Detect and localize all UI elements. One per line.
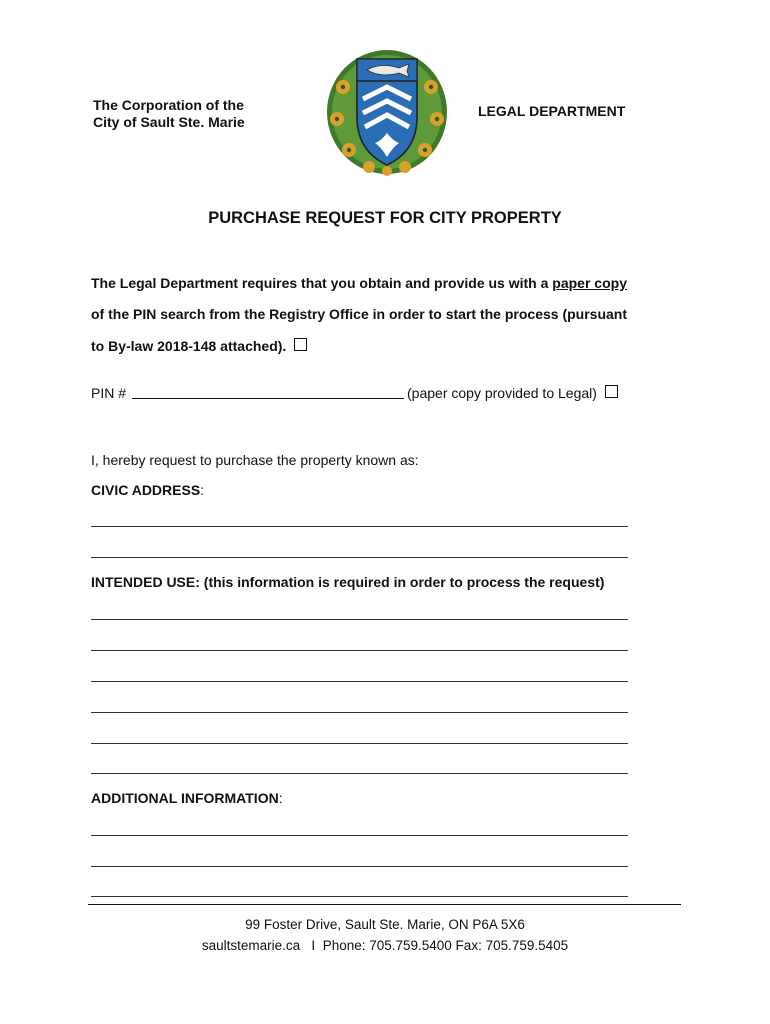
- intended-use-heading: [91, 574, 604, 590]
- organization-line-1: The Corporation of the: [93, 97, 244, 113]
- intended-use-line-6[interactable]: [91, 773, 628, 774]
- intro-line-3-text: to By-law 2018-148 attached).: [91, 338, 287, 354]
- intended-use-suffix: : (this information is required in order to process the request): [195, 574, 605, 590]
- organization-line-2: City of Sault Ste. Marie: [93, 114, 245, 130]
- additional-info-suffix: :: [278, 790, 283, 806]
- civic-address-label: CIVIC ADDRESS: [91, 482, 201, 498]
- department-name: LEGAL DEPARTMENT: [478, 103, 626, 119]
- intended-use-label: INTENDED USE: [91, 574, 196, 590]
- pin-note: (paper copy provided to Legal): [407, 385, 597, 401]
- intro-line-1: [91, 275, 627, 291]
- pin-search-checkbox[interactable]: [294, 338, 307, 351]
- footer-address: 99 Foster Drive, Sault Ste. Marie, ON P6A 5X6: [245, 917, 525, 932]
- pin-row: [91, 385, 618, 401]
- intended-use-line-4[interactable]: [91, 712, 628, 713]
- intro-line-1-text: The Legal Department requires that you obtain and provide us with a: [91, 275, 553, 291]
- pin-label: PIN #: [91, 385, 127, 401]
- pin-input[interactable]: [132, 386, 404, 399]
- intended-use-line-2[interactable]: [91, 650, 628, 651]
- paper-copy-emphasis: paper copy: [552, 275, 627, 291]
- page-title: PURCHASE REQUEST FOR CITY PROPERTY: [208, 209, 562, 227]
- intended-use-line-5[interactable]: [91, 743, 628, 744]
- additional-info-line-1[interactable]: [91, 835, 628, 836]
- footer-separator: I: [311, 938, 316, 953]
- additional-info-heading: [91, 790, 283, 806]
- intro-line-2: of the PIN search from the Registry Office in order to start the process (pursuant: [91, 306, 627, 322]
- footer-website: saultstemarie.ca: [201, 938, 301, 953]
- additional-info-line-3[interactable]: [91, 896, 628, 897]
- additional-info-line-2[interactable]: [91, 866, 628, 867]
- additional-info-label: ADDITIONAL INFORMATION: [91, 790, 279, 806]
- footer-phone-fax: Phone: 705.759.5400 Fax: 705.759.5405: [322, 938, 569, 953]
- request-statement: I, hereby request to purchase the property known as:: [91, 452, 419, 468]
- civic-address-heading: [91, 482, 204, 498]
- footer-contact: [0, 938, 770, 953]
- intended-use-line-3[interactable]: [91, 681, 628, 682]
- paper-copy-checkbox[interactable]: [605, 385, 618, 398]
- intro-line-3: [91, 338, 307, 354]
- footer-divider: [88, 904, 681, 905]
- civic-address-line-2[interactable]: [91, 557, 628, 558]
- civic-address-suffix: :: [200, 482, 205, 498]
- city-crest-icon: [323, 47, 451, 177]
- civic-address-line-1[interactable]: [91, 526, 628, 527]
- intended-use-line-1[interactable]: [91, 619, 628, 620]
- organization-name: [93, 97, 245, 131]
